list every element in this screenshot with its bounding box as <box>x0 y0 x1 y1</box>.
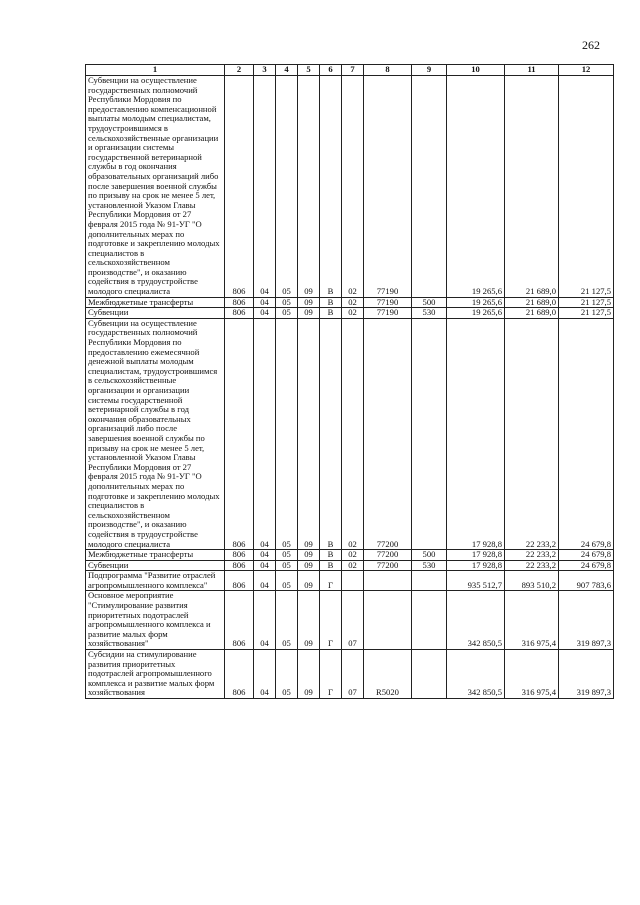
page-number: 262 <box>582 38 600 52</box>
row-name: Подпрограмма "Развитие отраслей агропромышленного комплекса" <box>88 570 216 590</box>
code-cell: В <box>320 550 342 561</box>
code-cell: 04 <box>254 550 276 561</box>
code-cell: 09 <box>298 650 320 699</box>
code-cell: Г <box>320 591 342 650</box>
amount-cell: 22 233,2 <box>505 318 559 549</box>
code-cell: 04 <box>254 591 276 650</box>
code-cell: Г <box>320 571 342 591</box>
code-cell: 530 <box>412 560 447 571</box>
amount-cell: 319 897,3 <box>559 591 614 650</box>
row-name-cell <box>86 591 225 650</box>
row-name: Субсидии на стимулирование развития приоритетных подотраслей агропромышленного комплекса и развитие малых форм хозяйствования <box>88 649 215 698</box>
code-cell: 04 <box>254 571 276 591</box>
code-cell: 77200 <box>364 318 412 549</box>
code-cell <box>342 571 364 591</box>
column-header: 10 <box>447 65 505 76</box>
code-cell: 806 <box>225 318 254 549</box>
row-name: Межбюджетные трансферты <box>88 297 194 307</box>
table-row <box>86 550 614 561</box>
row-name-cell <box>86 76 225 298</box>
amount-cell: 22 233,2 <box>505 550 559 561</box>
code-cell: 02 <box>342 318 364 549</box>
code-cell: 05 <box>276 560 298 571</box>
table-row <box>86 76 614 298</box>
row-name: Межбюджетные трансферты <box>88 549 194 560</box>
code-cell: 530 <box>412 308 447 319</box>
code-cell: 05 <box>276 650 298 699</box>
code-cell: 77190 <box>364 297 412 308</box>
column-header: 5 <box>298 65 320 76</box>
amount-cell: 935 512,7 <box>447 571 505 591</box>
code-cell: 05 <box>276 297 298 308</box>
column-header: 4 <box>276 65 298 76</box>
column-header: 3 <box>254 65 276 76</box>
code-cell: 05 <box>276 308 298 319</box>
code-cell: 806 <box>225 297 254 308</box>
code-cell: 806 <box>225 550 254 561</box>
code-cell: 806 <box>225 650 254 699</box>
code-cell <box>412 571 447 591</box>
code-cell: 02 <box>342 297 364 308</box>
header-row <box>86 65 614 76</box>
amount-cell: 316 975,4 <box>505 650 559 699</box>
row-name: Субвенции <box>88 560 129 570</box>
code-cell: 07 <box>342 591 364 650</box>
code-cell: 04 <box>254 650 276 699</box>
amount-cell: 316 975,4 <box>505 591 559 650</box>
column-header: 9 <box>412 65 447 76</box>
code-cell: 09 <box>298 297 320 308</box>
code-cell: 77200 <box>364 550 412 561</box>
code-cell: 09 <box>298 318 320 549</box>
code-cell: 09 <box>298 76 320 298</box>
code-cell: 05 <box>276 571 298 591</box>
code-cell: В <box>320 76 342 298</box>
amount-cell: 19 265,6 <box>447 297 505 308</box>
code-cell: 77200 <box>364 560 412 571</box>
code-cell: 04 <box>254 297 276 308</box>
row-name: Субвенции на осуществление государственных полномочий Республики Мордовия по предоставлению компенсационной выплаты молодым специалистам, трудоустроившимся в сельскохозяйственные организации и организации системы государственной ветеринарной службы в год окончания образовательных организаций либо после завершения военной службы по призыву на срок не менее 5 лет, установленной Указом Главы Республики Мордовия от 27 февраля 2015 года № 91-УГ "О дополнительных мерах по подготовке и закреплению молодых специалистов в сельскохозяйственном производстве", и оказанию содействия в трудоустройстве молодого специалиста <box>88 75 220 297</box>
code-cell: 02 <box>342 76 364 298</box>
code-cell: 806 <box>225 308 254 319</box>
amount-cell: 24 679,8 <box>559 550 614 561</box>
row-name: Основное мероприятие "Стимулирование развития приоритетных подотраслей агропромышленного комплекса и развитие малых форм хозяйствования" <box>88 590 211 649</box>
column-header: 11 <box>505 65 559 76</box>
column-header: 6 <box>320 65 342 76</box>
code-cell: R5020 <box>364 650 412 699</box>
row-name-cell <box>86 308 225 319</box>
table-row <box>86 650 614 699</box>
code-cell: 07 <box>342 650 364 699</box>
amount-cell: 21 689,0 <box>505 76 559 298</box>
code-cell <box>412 76 447 298</box>
code-cell: В <box>320 308 342 319</box>
row-name-cell <box>86 650 225 699</box>
amount-cell: 24 679,8 <box>559 318 614 549</box>
code-cell: 04 <box>254 308 276 319</box>
code-cell: 09 <box>298 308 320 319</box>
budget-table <box>85 64 614 699</box>
code-cell: 500 <box>412 297 447 308</box>
code-cell <box>412 318 447 549</box>
code-cell: 05 <box>276 550 298 561</box>
amount-cell: 907 783,6 <box>559 571 614 591</box>
code-cell: 806 <box>225 591 254 650</box>
amount-cell: 342 850,5 <box>447 650 505 699</box>
row-name-cell <box>86 297 225 308</box>
code-cell: 806 <box>225 76 254 298</box>
amount-cell: 21 127,5 <box>559 76 614 298</box>
amount-cell: 319 897,3 <box>559 650 614 699</box>
table-row <box>86 297 614 308</box>
table-row <box>86 591 614 650</box>
code-cell: 500 <box>412 550 447 561</box>
code-cell: 04 <box>254 318 276 549</box>
code-cell: 77190 <box>364 76 412 298</box>
row-name-cell <box>86 550 225 561</box>
amount-cell: 21 127,5 <box>559 308 614 319</box>
table-row <box>86 560 614 571</box>
code-cell: 77190 <box>364 308 412 319</box>
amount-cell: 19 265,6 <box>447 308 505 319</box>
code-cell: В <box>320 318 342 549</box>
column-header: 1 <box>86 65 225 76</box>
amount-cell: 21 689,0 <box>505 297 559 308</box>
table-row <box>86 318 614 549</box>
column-header: 7 <box>342 65 364 76</box>
code-cell <box>364 571 412 591</box>
row-name: Субвенции на осуществление государственных полномочий Республики Мордовия по предоставлению ежемесячной денежной выплаты молодым специалистам, трудоустроившимся в сельскохозяйственные организации и организации системы государственной ветеринарной службы в год окончания образовательных организаций либо после завершения военной службы по призыву на срок не менее 5 лет, установленной Указом Главы Республики Мордовия от 27 февраля 2015 года № 91-УГ "О дополнительных мерах по подготовке и закреплению молодых специалистов в сельскохозяйственном производстве", и оказанию содействия в трудоустройстве молодого специалиста <box>88 318 220 549</box>
column-header: 2 <box>225 65 254 76</box>
amount-cell: 17 928,8 <box>447 550 505 561</box>
row-name-cell <box>86 571 225 591</box>
row-name-cell <box>86 560 225 571</box>
amount-cell: 342 850,5 <box>447 591 505 650</box>
code-cell: Г <box>320 650 342 699</box>
code-cell: 02 <box>342 560 364 571</box>
code-cell: 806 <box>225 571 254 591</box>
code-cell: 05 <box>276 76 298 298</box>
code-cell: 09 <box>298 571 320 591</box>
amount-cell: 17 928,8 <box>447 318 505 549</box>
code-cell <box>412 650 447 699</box>
code-cell <box>412 591 447 650</box>
code-cell: 04 <box>254 76 276 298</box>
code-cell: В <box>320 297 342 308</box>
code-cell: 04 <box>254 560 276 571</box>
code-cell: 05 <box>276 591 298 650</box>
amount-cell: 22 233,2 <box>505 560 559 571</box>
row-name: Субвенции <box>88 307 129 318</box>
amount-cell: 893 510,2 <box>505 571 559 591</box>
code-cell: 806 <box>225 560 254 571</box>
table-row <box>86 308 614 319</box>
table-row <box>86 571 614 591</box>
amount-cell: 24 679,8 <box>559 560 614 571</box>
code-cell: 02 <box>342 550 364 561</box>
amount-cell: 21 689,0 <box>505 308 559 319</box>
amount-cell: 17 928,8 <box>447 560 505 571</box>
code-cell: В <box>320 560 342 571</box>
amount-cell: 19 265,6 <box>447 76 505 298</box>
column-header: 8 <box>364 65 412 76</box>
column-header: 12 <box>559 65 614 76</box>
code-cell <box>364 591 412 650</box>
amount-cell: 21 127,5 <box>559 297 614 308</box>
code-cell: 09 <box>298 591 320 650</box>
code-cell: 02 <box>342 308 364 319</box>
code-cell: 09 <box>298 560 320 571</box>
code-cell: 09 <box>298 550 320 561</box>
code-cell: 05 <box>276 318 298 549</box>
row-name-cell <box>86 318 225 549</box>
